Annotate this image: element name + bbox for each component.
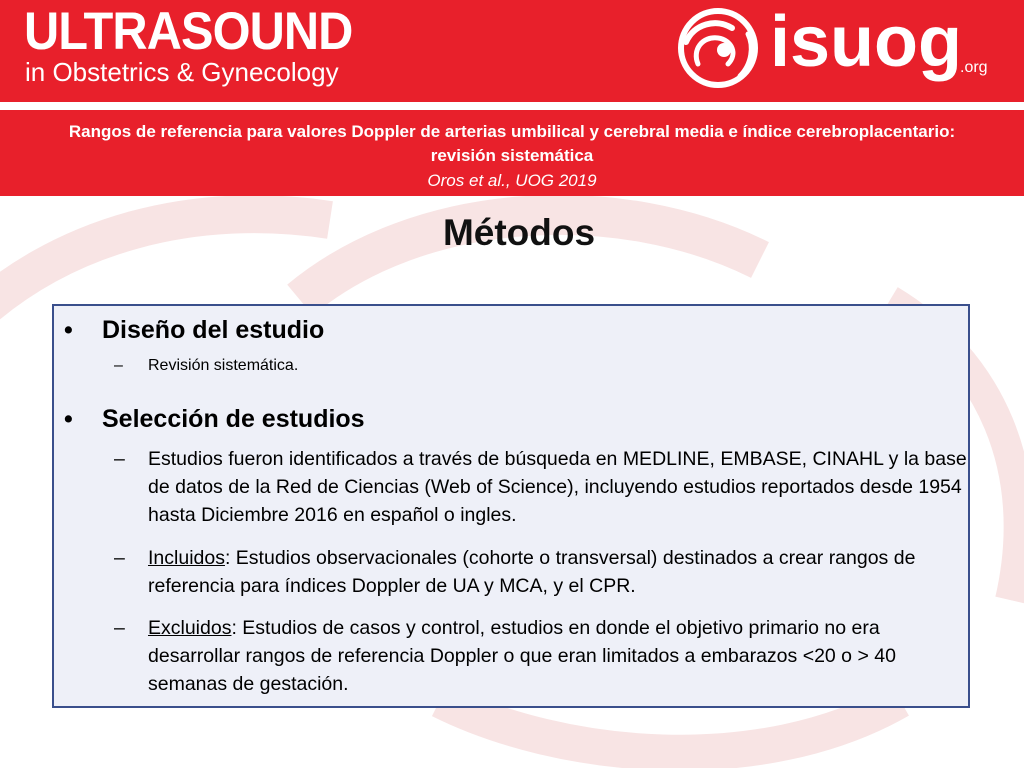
- section-heading: Métodos: [442, 212, 596, 253]
- study-title: Rangos de referencia para valores Doppler de arterias umbilical y cerebral media e índice cerebroplacentario: revisión sistemática: [68, 122, 956, 165]
- dash-marker: –: [114, 547, 125, 569]
- list-item-text: Revisión sistemática.: [148, 357, 299, 374]
- dash-marker: –: [114, 448, 125, 470]
- included-text: : Estudios observacionales (cohorte o transversal) destinados a crear rangos de referencia para índices Doppler de UA y MCA, y el CPR.: [148, 547, 916, 597]
- bullet-heading: Diseño del estudio: [102, 316, 325, 344]
- excluded-text: : Estudios de casos y control, estudios en donde el objetivo primario no era desarrollar rangos de referencia Doppler o que eran limitados a embarazos <20 o > 40 semanas de gestación.: [148, 617, 896, 695]
- bullet-marker: •: [64, 405, 73, 433]
- study-banner: [0, 110, 1024, 196]
- bullet-marker: •: [64, 316, 73, 344]
- content-box: [52, 304, 970, 708]
- isuog-logo-text: isuog: [770, 2, 962, 82]
- study-citation: Oros et al., UOG 2019: [427, 171, 597, 190]
- list-item-text: Estudios fueron identificados a través de búsqueda en MEDLINE, EMBASE, CINAHL y la base de datos de la Red de Ciencias (Web of Science), incluyendo estudios reportados desde 1954 hasta Diciembre 2016 en español o ingles.: [148, 448, 967, 526]
- journal-title: ULTRASOUND: [24, 2, 353, 61]
- isuog-logo-suffix: .org: [960, 59, 988, 76]
- included-label: Incluidos: [148, 547, 225, 569]
- list-item-text: [148, 614, 968, 698]
- dash-marker: –: [114, 617, 125, 639]
- list-item-text: [148, 544, 968, 600]
- header-divider: [0, 102, 1024, 110]
- excluded-label: Excluidos: [148, 617, 232, 639]
- journal-header: [0, 0, 1024, 102]
- dash-marker: –: [114, 357, 123, 374]
- bullet-heading: Selección de estudios: [102, 405, 365, 433]
- journal-subtitle: in Obstetrics & Gynecology: [25, 57, 339, 87]
- isuog-logo-icon: [672, 6, 764, 90]
